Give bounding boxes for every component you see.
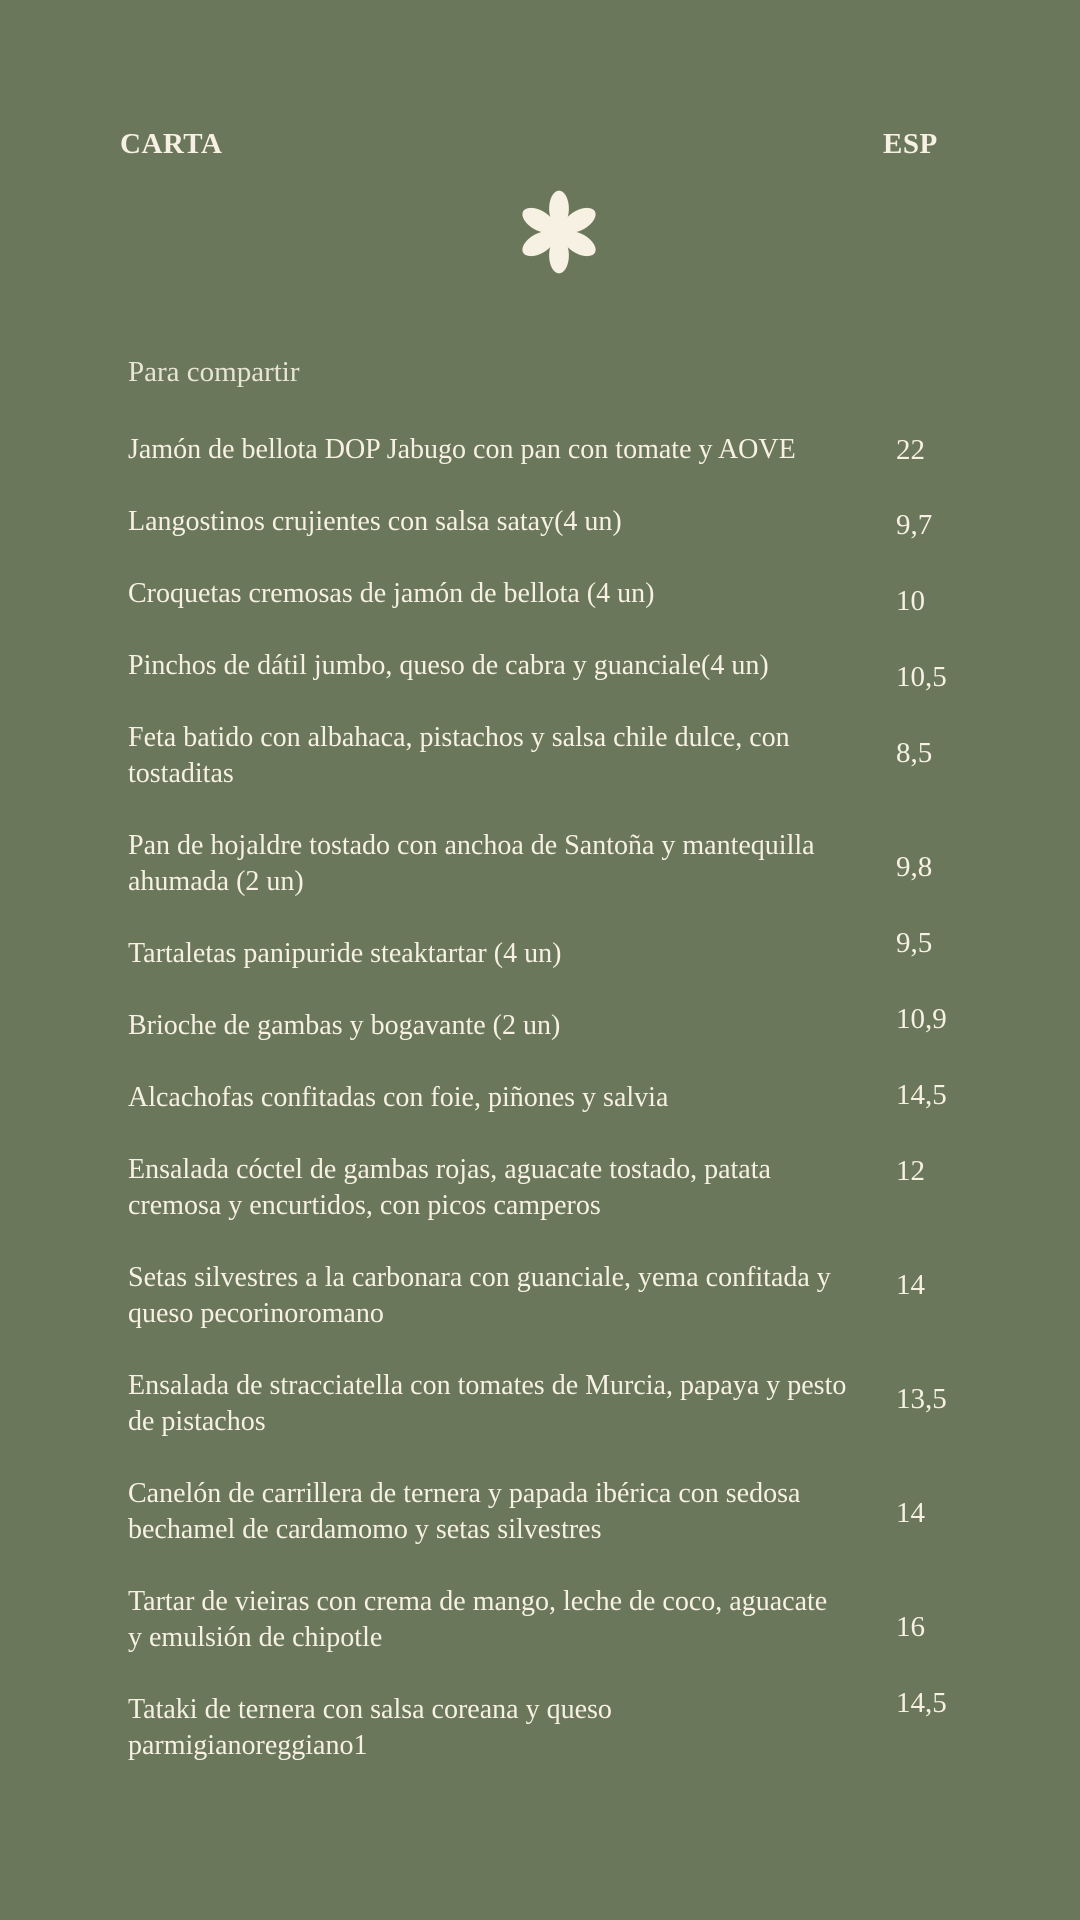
menu-item-name: Feta batido con albahaca, pistachos y salsa chile dulce, con tostaditas	[128, 722, 790, 789]
menu-item-name: Tartaletas panipuride steaktartar (4 un)	[128, 938, 562, 969]
menu-item-name: Jamón de bellota DOP Jabugo con pan con tomate y AOVE	[128, 434, 796, 465]
menu-item-price: 16	[896, 1611, 925, 1643]
menu-item-price: 9,7	[896, 509, 933, 541]
menu-item-name: Ensalada de stracciatella con tomates de Murcia, papaya y pesto de pistachos	[128, 1370, 847, 1437]
menu-item-name: Pinchos de dátil jumbo, queso de cabra y guanciale(4 un)	[128, 650, 769, 681]
menu-item-price: 22	[896, 434, 925, 466]
menu-item-name: Croquetas cremosas de jamón de bellota (4 un)	[128, 578, 655, 609]
menu-item-price: 9,8	[896, 851, 933, 883]
section-heading: Para compartir	[128, 356, 300, 388]
menu-item-name: Ensalada cóctel de gambas rojas, aguacate tostado, patata cremosa y encurtidos, con picos camperos	[128, 1154, 771, 1221]
menu-item-name: Alcachofas confitadas con foie, piñones y salvia	[128, 1082, 669, 1113]
language-selector[interactable]: ESP	[883, 128, 938, 160]
menu-item-name: Setas silvestres a la carbonara con guanciale, yema confitada y queso pecorinoromano	[128, 1262, 831, 1329]
menu-item-price: 14	[896, 1269, 925, 1301]
menu-item-price: 9,5	[896, 927, 933, 959]
menu-item-price: 8,5	[896, 737, 933, 769]
menu-item-price: 13,5	[896, 1383, 947, 1415]
menu-item-price: 10	[896, 585, 925, 617]
menu-item-price: 14	[896, 1497, 925, 1529]
menu-item-price: 12	[896, 1155, 925, 1187]
menu-item-name: Pan de hojaldre tostado con anchoa de Santoña y mantequilla ahumada (2 un)	[128, 830, 815, 897]
flower-asterisk-icon	[514, 187, 604, 277]
menu-item-name: Brioche de gambas y bogavante (2 un)	[128, 1010, 561, 1041]
menu-item-price: 14,5	[896, 1079, 947, 1111]
menu-item-name: Tataki de ternera con salsa coreana y queso parmigianoreggiano1	[128, 1694, 612, 1761]
menu-item-name: Tartar de vieiras con crema de mango, leche de coco, aguacate y emulsión de chipotle	[128, 1586, 828, 1653]
menu-item-price: 10,9	[896, 1003, 947, 1035]
menu-item-name: Langostinos crujientes con salsa satay(4 un)	[128, 506, 622, 537]
menu-item-name: Canelón de carrillera de ternera y papada ibérica con sedosa bechamel de cardamomo y setas silvestres	[128, 1478, 801, 1545]
page-title: CARTA	[120, 128, 223, 160]
menu-item-price: 14,5	[896, 1687, 947, 1719]
menu-item-price: 10,5	[896, 661, 947, 693]
